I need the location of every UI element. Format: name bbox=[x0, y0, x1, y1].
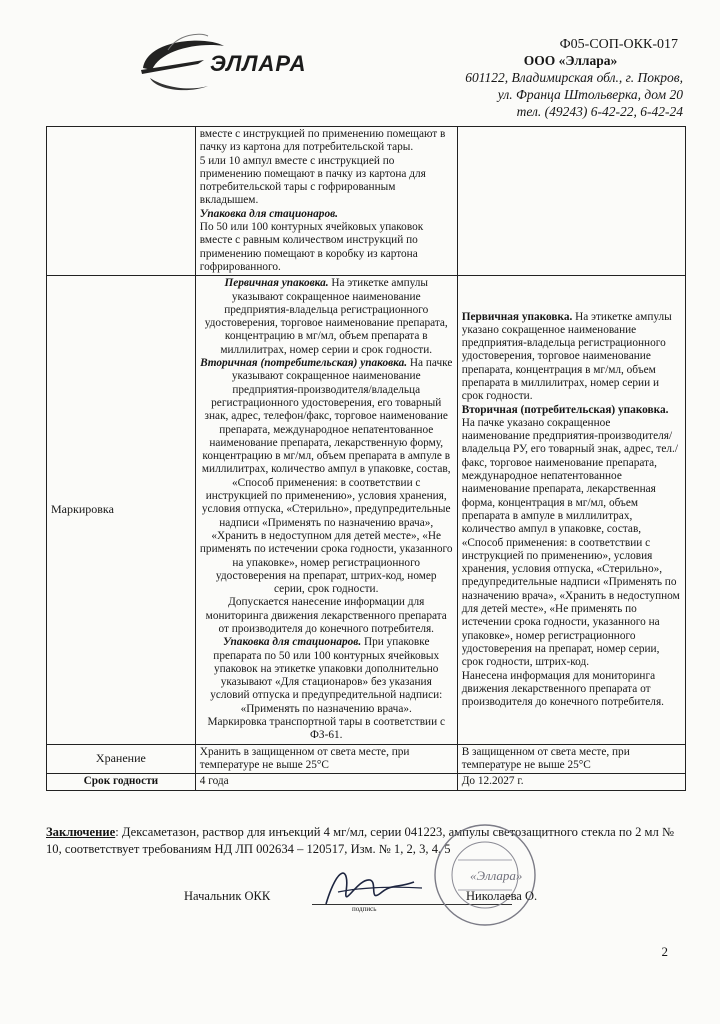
table-cell bbox=[47, 127, 196, 276]
marking-result-cell bbox=[457, 276, 685, 744]
secondary-heading: Вторичная (потребительская) упаковка. bbox=[200, 357, 408, 370]
table-cell bbox=[457, 127, 685, 276]
shelf-life-requirement: 4 года bbox=[195, 774, 457, 790]
packaging-text-3: По 50 или 100 контурных ячейковых упаковок вместе с равным количеством инструкций по применению помещают в коробку из картона гофрированного. bbox=[199, 221, 424, 273]
company-name: ООО «Эллара» bbox=[523, 53, 618, 68]
secondary-text: На пачке указано сокращенное наименование предприятия-производителя/владельца РУ, его товарный знак, адрес, тел./факс, торговое наименование препарата, международное непатентованное наименование препарата, лекарственная форма, концентрация в мг/мл, объем препарата в ампуле в миллилитрах, количество ампул в упаковке, состав, «Способ применения: в соответствии с инструкцией по применению», условия хранения, условия отпуска, «Стерильно», предупредительные надписи «Применять по назначению врача», «Хранить в недоступном для детей месте», «Не применять по истечении срока годности, указанного на упаковке», номер регистрационного удостоверения на препарат, номер серии, срок годности, штрих-код. bbox=[461, 416, 680, 669]
conclusion bbox=[46, 824, 686, 858]
storage-label: Хранение bbox=[47, 744, 196, 774]
hospital-heading: Упаковка для стационаров. bbox=[222, 636, 362, 649]
table-row bbox=[47, 276, 686, 744]
monitoring-text: Допускается нанесение информации для мониторинга движения лекарственного препарата от производителя до конечного потребителя. bbox=[205, 596, 447, 635]
table-row bbox=[47, 127, 686, 276]
table-cell bbox=[195, 127, 457, 276]
page-number: 2 bbox=[661, 944, 668, 959]
storage-result: В защищенном от света месте, при температуре не выше 25°С bbox=[457, 744, 685, 774]
shelf-life-result: До 12.2027 г. bbox=[457, 774, 685, 790]
transport-text: Маркировка транспортной тары в соответствии с ФЗ-61. bbox=[207, 716, 445, 742]
storage-requirement: Хранить в защищенном от света месте, при температуре не выше 25°С bbox=[195, 744, 457, 774]
table-row bbox=[47, 774, 686, 790]
form-code: Ф05-СОП-ОКК-017 bbox=[559, 37, 678, 52]
primary-heading: Первичная упаковка. bbox=[224, 277, 329, 290]
hospital-text: При упаковке препарата по 50 или 100 контурных ячейковых упаковок на этикетке упаковки дополнительно указывают «Для стационаров» без указания условий отпуска и предупредительной надписи: «Применять по назначению врача». bbox=[210, 636, 443, 715]
shelf-life-label: Срок годности bbox=[47, 774, 196, 790]
primary-text: На этикетке ампулы указано сокращенное наименование предприятия-владельца регистрационного удостоверения, торговое наименование препарата, концентрация в мг/мл, объем препарата в миллилитрах, номер серии и срок годности. bbox=[461, 310, 672, 403]
marking-requirement-cell bbox=[195, 276, 457, 744]
round-stamp-icon bbox=[430, 820, 540, 930]
primary-text: На этикетке ампулы указывают сокращенное наименование предприятия-владельца регистрационного удостоверения, торговое наименование препарата, концентрацию в мг/мл, объем препарата в миллилитрах, номер серии и срок годности. bbox=[204, 277, 448, 356]
conclusion-text: : Дексаметазон, раствор для инъекций 4 мг/мл, серии 041223, ампулы светозащитного стекла по 2 мл № 10, соответствует требованиям НД ЛП 002634 – 120517, Изм. № 1, 2, 3, 4, 5 bbox=[46, 825, 674, 856]
primary-heading: Первичная упаковка. bbox=[461, 310, 573, 323]
hospital-packaging-heading: Упаковка для стационаров. bbox=[199, 207, 338, 220]
spec-table bbox=[46, 126, 686, 791]
logo-text: ЭЛЛАРА bbox=[210, 51, 307, 76]
address-line-2: ул. Франца Штольверка, дом 20 bbox=[497, 87, 683, 102]
secondary-heading: Вторичная (потребительская) упаковка. bbox=[461, 403, 669, 416]
secondary-text: На пачке указывают сокращенное наименование предприятия-производителя/владельца регистрационного удостоверения, его товарный знак, адрес, телефон/факс, торговое наименование препарата, международное непатентованное наименование препарата, лекарственную форму, концентрацию в мг/мл, объем препарата в ампуле в миллилитрах, количество ампул в упаковке, состав, «Способ применения: в соответствии с инструкцией по применению», условия хранения, условия отпуска, «Стерильно», предупредительные надписи «Применять по назначению врача», «Хранить в недоступном для детей месте», «Не применять по истечении срока годности, указанного на упаковке», номер регистрационного удостоверения на препарат, штрих-код, номер серии, срок годности. bbox=[199, 357, 453, 596]
address-line-1: 601122, Владимирская обл., г. Покров, bbox=[465, 70, 683, 85]
packaging-text-2: 5 или 10 ампул вместе с инструкцией по применению помещают в пачку из картона для потребительской тары с гофрированным вкладышем. bbox=[199, 154, 426, 207]
monitoring-text: Нанесена информация для мониторинга движения лекарственного препарата от производителя до конечного потребителя. bbox=[461, 669, 664, 709]
svg-text:«Эллара»: «Эллара» bbox=[470, 868, 523, 883]
conclusion-label: Заключение bbox=[46, 825, 116, 839]
packaging-text-1: вместе с инструкцией по применению помещают в пачку из картона для потребительской тары. bbox=[199, 128, 446, 154]
signer-name: Николаева О. bbox=[466, 889, 538, 903]
marking-label: Маркировка bbox=[47, 276, 196, 744]
signature-caption: подпись bbox=[352, 905, 377, 913]
signer-title: Начальник ОКК bbox=[184, 889, 271, 903]
handwritten-signature-icon bbox=[318, 858, 428, 918]
phone: тел. (49243) 6-42-22, 6-42-24 bbox=[516, 104, 683, 119]
company-block bbox=[438, 52, 683, 120]
table-row bbox=[47, 744, 686, 774]
